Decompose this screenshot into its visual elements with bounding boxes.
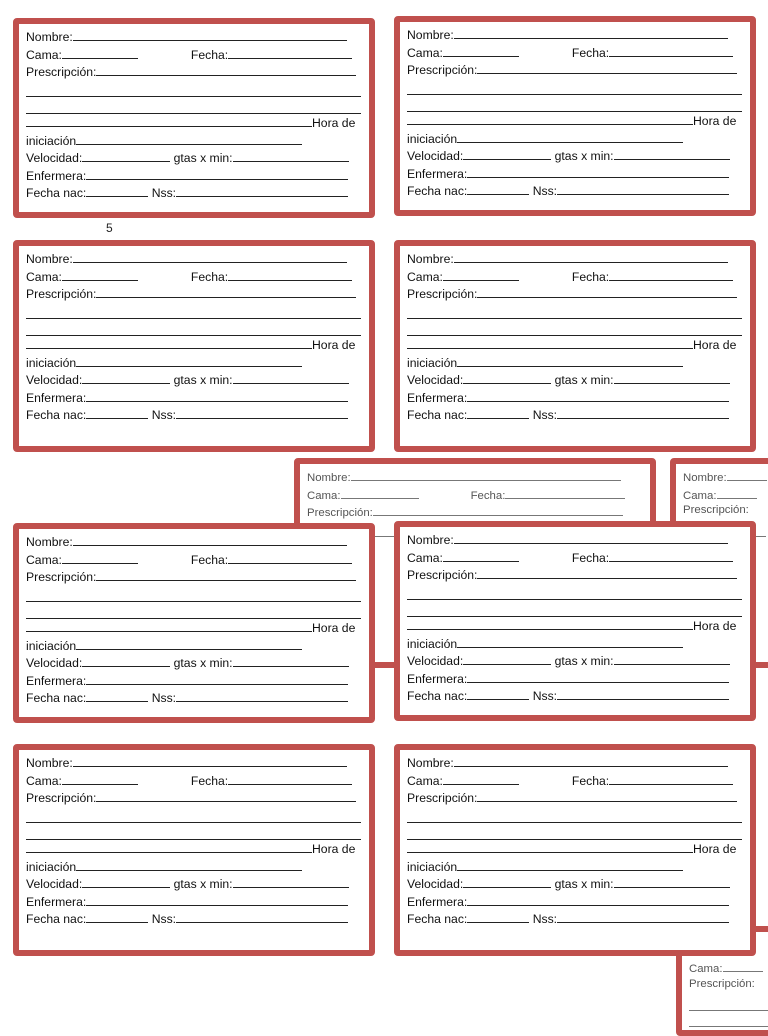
iniciacion-label: iniciación [26, 859, 77, 874]
prescripcion-label: Prescripción: [407, 63, 478, 78]
fecha-label: Fecha: [190, 47, 229, 62]
fecha-nac-label: Fecha nac: [407, 184, 468, 199]
fecha-label: Fecha: [571, 45, 610, 60]
nombre-label: Nombre: [407, 28, 454, 42]
hora-de-label: Hora de [693, 618, 737, 633]
fecha-line [609, 43, 733, 57]
cama-label: Cama: [26, 552, 62, 567]
fecha-nac-label: Fecha nac: [26, 186, 87, 201]
fecha-label: Fecha: [190, 773, 229, 788]
nss-line [557, 181, 729, 195]
prescripcion-rule [407, 583, 742, 601]
fecha-nac-line [86, 688, 148, 702]
fecha-label: Fecha: [190, 269, 229, 284]
iniciacion-label: iniciación [26, 355, 77, 370]
fecha-line [609, 267, 733, 281]
prescripcion-rule [26, 585, 361, 603]
fecha-line [228, 45, 352, 59]
cama-label: Cama: [407, 45, 443, 60]
fecha-label: Fecha: [571, 269, 610, 284]
prescripcion-rule [407, 599, 742, 617]
hora-de-label: Hora de [312, 337, 356, 352]
hora-line [26, 839, 312, 853]
enfermera-line [86, 671, 348, 685]
fecha-line [228, 771, 352, 785]
gtas-line [233, 874, 349, 888]
enfermera-line [86, 892, 348, 906]
nss-line [557, 909, 729, 923]
iniciacion-line [76, 353, 302, 367]
nss-label: Nss: [532, 689, 558, 704]
prescripcion-rule [407, 94, 742, 112]
prescripcion-label: Prescripción: [407, 791, 478, 806]
hora-de-label: Hora de [312, 841, 356, 856]
hora-line [407, 111, 693, 125]
gtas-label: gtas x min: [554, 877, 614, 892]
velocidad-line [463, 146, 551, 160]
form-card-6 [394, 521, 756, 721]
form-card-5 [13, 523, 375, 723]
prescripcion-line [96, 284, 356, 298]
prescripcion-rule [407, 822, 742, 840]
fecha-nac-line [86, 405, 148, 419]
fecha-label: Fecha: [190, 552, 229, 567]
nss-line [557, 686, 729, 700]
nss-line [176, 909, 348, 923]
iniciacion-label: iniciación [407, 131, 458, 146]
cama-line [443, 267, 519, 281]
nss-label: Nss: [151, 912, 177, 927]
nombre-line [454, 249, 728, 263]
cama-line [62, 771, 138, 785]
hora-line [407, 335, 693, 349]
prescripcion-rule [407, 806, 742, 824]
iniciacion-label: iniciación [407, 636, 458, 651]
nombre-label: Nombre: [407, 533, 454, 547]
prescripcion-label: Prescripción: [307, 507, 373, 520]
iniciacion-line [76, 636, 302, 650]
form-card-7 [13, 744, 375, 956]
fecha-label: Fecha: [470, 489, 506, 502]
hora-de-label: Hora de [693, 113, 737, 128]
prescripcion-label: Prescripción: [26, 791, 97, 806]
hora-line [26, 335, 312, 349]
velocidad-label: Velocidad: [407, 654, 464, 669]
velocidad-line [463, 874, 551, 888]
fecha-label: Fecha: [571, 773, 610, 788]
fecha-nac-line [467, 405, 529, 419]
nombre-line [73, 249, 347, 263]
fecha-nac-line [467, 181, 529, 195]
fecha-line [609, 548, 733, 562]
velocidad-line [463, 651, 551, 665]
gtas-line [614, 874, 730, 888]
prescripcion-label: Prescripción: [683, 504, 749, 517]
cama-line [62, 550, 138, 564]
nss-line [176, 688, 348, 702]
prescripcion-line [96, 567, 356, 581]
iniciacion-line [76, 131, 302, 145]
velocidad-line [463, 370, 551, 384]
fecha-nac-label: Fecha nac: [26, 912, 87, 927]
prescripcion-line [477, 565, 737, 579]
form-card-4 [394, 240, 756, 452]
gtas-label: gtas x min: [173, 877, 233, 892]
cama-label: Cama: [26, 773, 62, 788]
enfermera-label: Enfermera: [407, 894, 468, 909]
nss-line [557, 405, 729, 419]
velocidad-line [82, 653, 170, 667]
prescripcion-line [477, 284, 737, 298]
form-card-3 [13, 240, 375, 452]
nombre-line [73, 27, 347, 41]
fecha-nac-label: Fecha nac: [407, 689, 468, 704]
cama-label: Cama: [683, 489, 717, 502]
fecha-line [228, 550, 352, 564]
prescripcion-rule [26, 822, 361, 840]
prescripcion-rule [26, 96, 361, 114]
enfermera-line [467, 388, 729, 402]
velocidad-label: Velocidad: [26, 151, 83, 166]
cama-label: Cama: [689, 963, 723, 975]
cama-line [62, 45, 138, 59]
fecha-nac-label: Fecha nac: [26, 691, 87, 706]
velocidad-label: Velocidad: [26, 373, 83, 388]
prescripcion-rule [407, 302, 742, 320]
enfermera-label: Enfermera: [26, 390, 87, 405]
prescripcion-rule [26, 806, 361, 824]
velocidad-line [82, 370, 170, 384]
enfermera-label: Enfermera: [26, 894, 87, 909]
enfermera-label: Enfermera: [407, 166, 468, 181]
form-card-2 [394, 16, 756, 216]
nombre-line [73, 753, 347, 767]
nombre-label: Nombre: [683, 472, 727, 484]
prescripcion-rule [26, 302, 361, 320]
gtas-line [614, 651, 730, 665]
hora-de-label: Hora de [312, 620, 356, 635]
prescripcion-rule [26, 80, 361, 98]
cama-label: Cama: [26, 269, 62, 284]
prescripcion-rule [407, 318, 742, 336]
fecha-nac-line [86, 183, 148, 197]
prescripcion-rule [407, 78, 742, 96]
gtas-line [233, 370, 349, 384]
nss-label: Nss: [532, 408, 558, 423]
nombre-line [454, 753, 728, 767]
prescripcion-rule [26, 318, 361, 336]
enfermera-label: Enfermera: [407, 671, 468, 686]
gtas-line [233, 148, 349, 162]
prescripcion-label: Prescripción: [407, 287, 478, 302]
nombre-line [73, 532, 347, 546]
iniciacion-label: iniciación [26, 638, 77, 653]
gtas-line [614, 370, 730, 384]
nombre-label: Nombre: [26, 252, 73, 266]
cama-line [443, 548, 519, 562]
enfermera-line [86, 388, 348, 402]
cama-label: Cama: [407, 773, 443, 788]
gtas-label: gtas x min: [554, 654, 614, 669]
prescripcion-label: Prescripción: [26, 65, 97, 80]
nombre-line [454, 530, 728, 544]
velocidad-label: Velocidad: [407, 373, 464, 388]
nss-label: Nss: [151, 408, 177, 423]
hora-de-label: Hora de [693, 337, 737, 352]
velocidad-line [82, 148, 170, 162]
iniciacion-line [457, 634, 683, 648]
gtas-label: gtas x min: [173, 373, 233, 388]
iniciacion-line [457, 857, 683, 871]
fecha-nac-label: Fecha nac: [407, 912, 468, 927]
gtas-label: gtas x min: [554, 149, 614, 164]
fecha-nac-line [467, 686, 529, 700]
fecha-nac-label: Fecha nac: [407, 408, 468, 423]
enfermera-line [467, 669, 729, 683]
hora-line [407, 839, 693, 853]
nombre-line [454, 25, 728, 39]
form-card-1 [13, 18, 375, 218]
cama-line [62, 267, 138, 281]
form-card-8 [394, 744, 756, 956]
cama-label: Cama: [307, 489, 341, 502]
gtas-label: gtas x min: [173, 656, 233, 671]
fecha-line [609, 771, 733, 785]
velocidad-label: Velocidad: [407, 877, 464, 892]
nombre-label: Nombre: [307, 472, 351, 484]
prescripcion-label: Prescripción: [26, 287, 97, 302]
gtas-label: gtas x min: [173, 151, 233, 166]
iniciacion-label: iniciación [26, 133, 77, 148]
cama-label: Cama: [407, 550, 443, 565]
prescripcion-label: Prescripción: [689, 977, 755, 990]
nombre-label: Nombre: [26, 756, 73, 770]
velocidad-line [82, 874, 170, 888]
velocidad-label: Velocidad: [26, 877, 83, 892]
cama-line [443, 771, 519, 785]
prescripcion-line [477, 788, 737, 802]
nombre-label: Nombre: [26, 30, 73, 44]
velocidad-label: Velocidad: [26, 656, 83, 671]
cama-label: Cama: [407, 269, 443, 284]
hora-line [407, 616, 693, 630]
fecha-label: Fecha: [571, 550, 610, 565]
prescripcion-line [96, 62, 356, 76]
nombre-label: Nombre: [407, 252, 454, 266]
fecha-nac-line [467, 909, 529, 923]
velocidad-label: Velocidad: [407, 149, 464, 164]
hora-de-label: Hora de [312, 115, 356, 130]
nss-label: Nss: [151, 691, 177, 706]
enfermera-label: Enfermera: [407, 390, 468, 405]
enfermera-line [86, 166, 348, 180]
fecha-nac-label: Fecha nac: [26, 408, 87, 423]
cama-label: Cama: [26, 47, 62, 62]
iniciacion-line [457, 353, 683, 367]
fecha-nac-line [86, 909, 148, 923]
hora-de-label: Hora de [693, 841, 737, 856]
prescripcion-label: Prescripción: [407, 568, 478, 583]
nss-line [176, 405, 348, 419]
nss-line [176, 183, 348, 197]
fecha-line [228, 267, 352, 281]
iniciacion-label: iniciación [407, 355, 458, 370]
enfermera-label: Enfermera: [26, 168, 87, 183]
nombre-label: Nombre: [26, 535, 73, 549]
iniciacion-label: iniciación [407, 859, 458, 874]
page-number: 5 [106, 221, 113, 235]
prescripcion-line [477, 60, 737, 74]
nombre-label: Nombre: [407, 756, 454, 770]
hora-line [26, 113, 312, 127]
nss-label: Nss: [151, 186, 177, 201]
prescripcion-rule [26, 601, 361, 619]
gtas-line [614, 146, 730, 160]
enfermera-line [467, 164, 729, 178]
prescripcion-label: Prescripción: [26, 570, 97, 585]
gtas-label: gtas x min: [554, 373, 614, 388]
enfermera-label: Enfermera: [26, 673, 87, 688]
prescripcion-line [96, 788, 356, 802]
gtas-line [233, 653, 349, 667]
enfermera-line [467, 892, 729, 906]
iniciacion-line [457, 129, 683, 143]
cama-line [443, 43, 519, 57]
nss-label: Nss: [532, 184, 558, 199]
iniciacion-line [76, 857, 302, 871]
hora-line [26, 618, 312, 632]
nss-label: Nss: [532, 912, 558, 927]
